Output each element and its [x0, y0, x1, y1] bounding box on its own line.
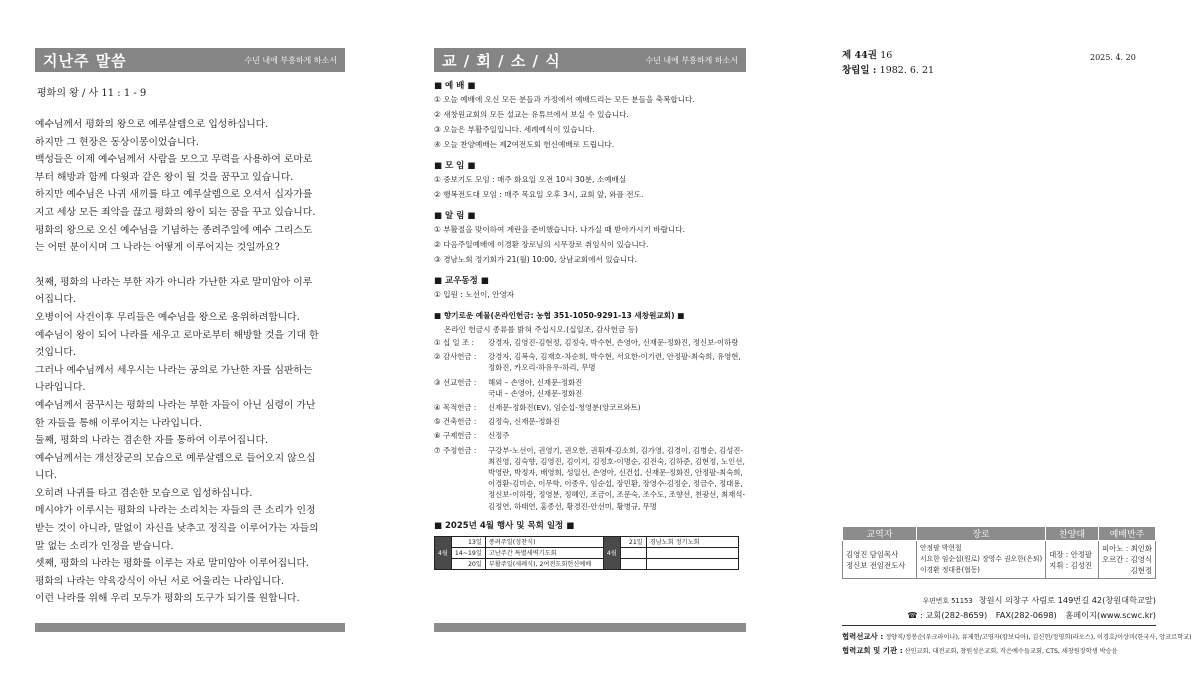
table-header-row — [843, 527, 1156, 541]
schedule-event: 경남노회 정기노회 — [646, 536, 738, 547]
news-title: 교 / 회 / 소 / 식 — [442, 51, 561, 70]
sermon-line: 말 없는 소리가 인정을 받습니다. — [35, 540, 174, 552]
volume-value: 16 — [880, 50, 893, 61]
founded-label: 창립일 : — [842, 65, 877, 76]
meeting-section-title: ■ 모 임 ■ — [434, 161, 476, 171]
offering-label: ⑥ 구제헌금 : — [434, 431, 477, 441]
bulletin-date: 2025. 4. 20 — [1090, 53, 1136, 62]
offering-names: 김정숙, 신재문-정화진 — [488, 417, 560, 427]
sermon-line: 지고 세상 모든 죄악을 끊고 평화의 왕이 되는 꿈을 꾸고 있습니다. — [35, 206, 316, 218]
sermon-header — [35, 48, 345, 72]
offering-row — [434, 416, 746, 427]
sermon-line: 평화의 왕으로 오신 예수님을 기념하는 종려주일에 예수 그리스도 — [35, 224, 313, 236]
sermon-line: 니다. — [35, 470, 58, 482]
founded-value: 1982. 6. 21 — [879, 65, 935, 76]
news-header — [434, 48, 746, 72]
schedule-event: 고난주간 특별새벽기도회 — [485, 547, 603, 558]
sermon-line: 부터 해방과 함께 다윗과 같은 왕이 될 것을 꿈꾸고 있습니다. — [35, 171, 294, 183]
table-row — [435, 558, 739, 569]
offering-label: ⑤ 건축헌금 : — [434, 417, 477, 427]
offering-row — [434, 402, 746, 413]
sermon-line: 는 어떤 분이시며 그 나라는 어떻게 이루어지는 것일까요? — [35, 242, 280, 254]
offering-names: 정신보-이하랑, 정영분, 정혜인, 조금이, 조문숙, 조수도, 조향선, 천광선, 최재석- — [488, 490, 746, 500]
notice-item: ① 부활절을 맞이하여 계란을 준비했습니다. 나가실 때 받아가시기 바랍니다. — [434, 225, 686, 234]
offering-names: 강경자, 김복숙, 김재호-차순희, 박수현, 서요한-이기련, 안정팔-최숙희, 유영현, — [488, 352, 741, 362]
missionaries-label: 협력선교사 : — [842, 632, 884, 641]
founded-date — [842, 63, 1156, 78]
worship-item: ② 새창원교회의 모든 설교는 유튜브에서 보실 수 있습니다. — [434, 110, 629, 119]
staff-name: 이경환 정대용(협동) — [919, 566, 980, 574]
worship-section-title: ■ 예 배 ■ — [434, 81, 476, 91]
sermon-line: 첫째, 평화의 나라는 부한 자가 아니라 가난한 자로 말미암아 이루 — [35, 276, 313, 288]
sermon-line: 오히려 나귀를 타고 겸손한 모습으로 입성하십니다. — [35, 487, 253, 499]
offering-label: ② 감사헌금 : — [434, 352, 477, 362]
sermon-line: 이런 나라를 위해 우리 모두가 평화의 도구가 되기를 원합니다. — [35, 593, 300, 605]
offering-names: 이경환-김미순, 이무학, 이종우, 임순섭, 장민환, 장영수-김정순, 정금수, 정대용, — [488, 479, 743, 489]
volume-label: 제 44권 — [842, 50, 877, 61]
zip-code: 우편번호 51153 — [922, 597, 973, 605]
offering-label: ③ 선교헌금 : — [434, 377, 477, 387]
schedule-date: 21일 — [620, 536, 646, 547]
staff-name: 김영진 담임목사 — [846, 549, 899, 559]
worship-item: ③ 오늘은 부활주일입니다. 세례예식이 있습니다. — [434, 125, 595, 134]
table-row — [435, 547, 739, 558]
sermon-paragraph-1 — [35, 116, 345, 257]
notice-item: ② 다음주일예배에 이경환 장로님의 시무장로 취임식이 있습니다. — [434, 240, 649, 249]
schedule-event: 부활주일(세례식), 2여전도회헌신예배 — [485, 558, 603, 569]
offering-names: 해외 – 손영아, 신재문-정화진 — [488, 377, 583, 387]
staff-table — [842, 526, 1156, 579]
schedule-month-left: 4월 — [435, 536, 452, 569]
staff-name: 정신보 전임전도사 — [846, 560, 906, 570]
schedule-date: 13일 — [451, 536, 485, 547]
schedule-event-empty — [646, 547, 738, 558]
sermon-line: 백성들은 이제 예수님께서 사람을 모으고 무력을 사용하여 로마로 — [35, 154, 313, 166]
worship-item: ④ 오늘 찬양예배는 제2여전도회 헌신예배로 드립니다. — [434, 140, 615, 149]
schedule-event-empty — [646, 558, 738, 569]
worship-item: ① 오늘 예배에 오신 모든 분들과 가정에서 예배드리는 모든 분들을 축복합니다. — [434, 95, 695, 104]
sermon-column — [35, 48, 345, 608]
offering-names: 박영란, 박정자, 배영희, 성일선, 손영아, 신건섭, 신재문-정화진, 안정팔-최숙희, — [488, 468, 743, 478]
staff-name: 피아노 : 최인화 — [1101, 544, 1152, 553]
staff-name: 안정팔 박현철 — [919, 544, 962, 552]
schedule-date-empty — [620, 558, 646, 569]
church-address — [842, 593, 1156, 622]
sermon-line: 것입니다. — [35, 347, 76, 359]
offering-label: ⑦ 주정헌금 : — [434, 445, 477, 455]
schedule-date: 14~19일 — [451, 547, 485, 558]
offering-names: 신정주 — [488, 431, 510, 441]
news-column — [434, 48, 746, 570]
offering-names: 강경자, 김영진-김현정, 김정숙, 박수현, 손영아, 신재문-정화진, 정신보-이하랑 — [488, 338, 739, 347]
left-footer-bar — [35, 623, 345, 632]
churches-label: 협력교회 및 기관 : — [842, 646, 903, 655]
sermon-paragraph-2 — [35, 274, 345, 608]
sermon-line: 오병이어 사건이후 무리들은 예수님을 왕으로 옹위하려합니다. — [35, 311, 300, 323]
sermon-line: 메시야가 이루시는 평화의 나라는 소리치는 자들의 큰 소리가 인정 — [35, 505, 316, 517]
sermon-title: 지난주 말씀 — [43, 51, 127, 70]
offering-row — [434, 351, 746, 373]
staff-header: 찬양대 — [1046, 527, 1099, 541]
offering-label: ① 십 일 조 : — [434, 338, 474, 347]
offering-names: 정화진, 카오리-하유우-하리, 무명 — [488, 363, 596, 373]
sermon-line: 하지만 그 현장은 동상이몽이었습니다. — [35, 136, 199, 148]
members-section-title: ■ 교우동정 ■ — [434, 276, 489, 286]
sermon-line: 하지만 예수님은 나귀 새끼를 타고 예루살렘으로 오셔서 십자가를 — [35, 189, 313, 201]
sermon-line: 둘째, 평화의 나라는 겸손한 자를 통하여 이루어집니다. — [35, 435, 269, 447]
staff-name: 김현정 — [1130, 566, 1152, 575]
schedule-table — [434, 536, 739, 570]
middle-footer-bar — [434, 623, 746, 632]
scripture-reference: 평화의 왕 / 사 11 : 1 - 9 — [37, 88, 147, 99]
staff-name: 서요한 임순섭(원로) 장영수 권오한(은퇴) — [919, 555, 1043, 563]
schedule-month-right: 4월 — [603, 536, 620, 569]
info-column — [842, 48, 1192, 678]
sermon-line: 어집니다. — [35, 294, 76, 306]
sermon-line: 받는 것이 아니라, 말없이 자신을 낮추고 정직을 이루어가는 자들의 — [35, 523, 319, 535]
staff-header: 장로 — [916, 527, 1045, 541]
staff-elders — [916, 541, 1045, 579]
offering-label: ④ 목적헌금 : — [434, 403, 477, 413]
phone-number: ☎ : 교회(282-8659) — [907, 610, 988, 620]
notice-section-title: ■ 알 림 ■ — [434, 211, 476, 221]
sermon-line: 한 자들을 통해 이루어지는 나라입니다. — [35, 417, 202, 429]
sermon-line: 나라입니다. — [35, 382, 86, 394]
offering-names: 김정연, 하태연, 홍종선, 황경진-안선미, 황병규, 무명 — [488, 501, 657, 511]
staff-name: 지휘 : 김성진 — [1049, 560, 1092, 570]
meeting-item: ② 행복전도대 모임 : 매주 목요일 오후 3시, 교회 앞, 와플 전도. — [434, 190, 644, 199]
address-line: 창원시 의창구 사림로 149번길 42(창원대학교앞) — [978, 595, 1156, 605]
schedule-event: 종려주일(성찬식) — [485, 536, 603, 547]
notice-item: ③ 경남노회 정기회가 21(월) 10:00, 상남교회에서 있습니다. — [434, 255, 637, 264]
schedule-date-empty — [620, 547, 646, 558]
offering-names: 국내 – 손영아, 신재문-정화진 — [488, 388, 583, 398]
staff-accompanists — [1098, 541, 1155, 579]
churches-list: 산인교회, 대전교회, 창원성은교회, 작은예수들교회, CTS, 새창원장학생 박승윤 — [904, 648, 1118, 655]
sermon-line: 그러나 예수님께서 세우시는 나라는 공의로 가난한 자를 심판하는 — [35, 364, 313, 376]
sermon-line: 예수님이 왕이 되어 나라를 세우고 로마로부터 해방할 것을 기대 한 — [35, 329, 319, 341]
sermon-line: 예수님께서는 개선장군의 모습으로 예루살렘으로 들어오지 않으십 — [35, 452, 316, 464]
offering-row — [434, 430, 746, 441]
staff-choir — [1046, 541, 1099, 579]
sermon-subtitle: 수년 내에 부흥하게 하소서 — [244, 55, 337, 65]
missionaries-list: 정양직/정봉순(우크라이나), 류제헌/고영자(캄보디아), 김신헌/정영희(라오스), 이경호/이상미(한국사, 앙코르학교) — [885, 634, 1192, 641]
schedule-date: 20일 — [451, 558, 485, 569]
table-row — [435, 536, 739, 547]
offering-note: 온라인 헌금시 종류를 밝혀 주십시오.(십일조, 감사헌금 등) — [444, 325, 638, 334]
meeting-item: ① 중보기도 모임 : 매주 화요일 오전 10시 30분, 소예배실 — [434, 175, 627, 184]
staff-name: 오르간 : 김영식 — [1101, 555, 1152, 564]
offering-names: 구강부-노선이, 권영기, 권오한, 권휘재-김소희, 김가영, 김경이, 김병순, 김성진- — [488, 445, 744, 455]
offering-names: 신재문-정화진(EV), 임순섭-청영분(앙코르와트) — [488, 403, 641, 413]
offering-row — [434, 445, 746, 512]
staff-header: 교역자 — [843, 527, 917, 541]
fax-number: FAX(282-0698) — [995, 610, 1057, 620]
staff-pastors — [843, 541, 917, 579]
offering-names: 최진영, 김숙향, 김영진, 김이지, 김정호-이명순, 김진숙, 김하준, 김현정, 노인선, — [488, 456, 745, 466]
offering-section-title: ■ 향기로운 예물(온라인헌금: 농협 351-1050-9291-13 새창원교회) ■ — [434, 310, 685, 320]
news-subtitle: 수년 내에 부흥하게 하소서 — [645, 55, 738, 65]
sermon-line: 셋째, 평화의 나라는 평화를 이루는 자로 말미암아 이루어집니다. — [35, 558, 310, 570]
sermon-line: 예수님께서 꿈꾸시는 평화의 나라는 부한 자들이 아닌 심령이 가난 — [35, 399, 316, 411]
staff-header: 예배반주 — [1098, 527, 1155, 541]
table-row — [843, 541, 1156, 579]
sermon-line: 예수님께서 평화의 왕으로 예루살렘으로 입성하십니다. — [35, 119, 269, 130]
website-link[interactable]: 홈페이지(www.scwc.kr) — [1065, 610, 1156, 620]
sermon-line: 평화의 나라는 약육강식이 아닌 서로 어울리는 나라입니다. — [35, 575, 284, 587]
offering-row — [434, 337, 746, 348]
members-item: ① 입원 : 노선이, 안영자 — [434, 290, 515, 299]
offering-row — [434, 377, 746, 399]
staff-name: 대장 : 안정팔 — [1049, 549, 1092, 559]
partners-block — [842, 625, 1192, 658]
schedule-section-title: ■ 2025년 4월 행사 및 목회 일정 ■ — [434, 520, 575, 531]
